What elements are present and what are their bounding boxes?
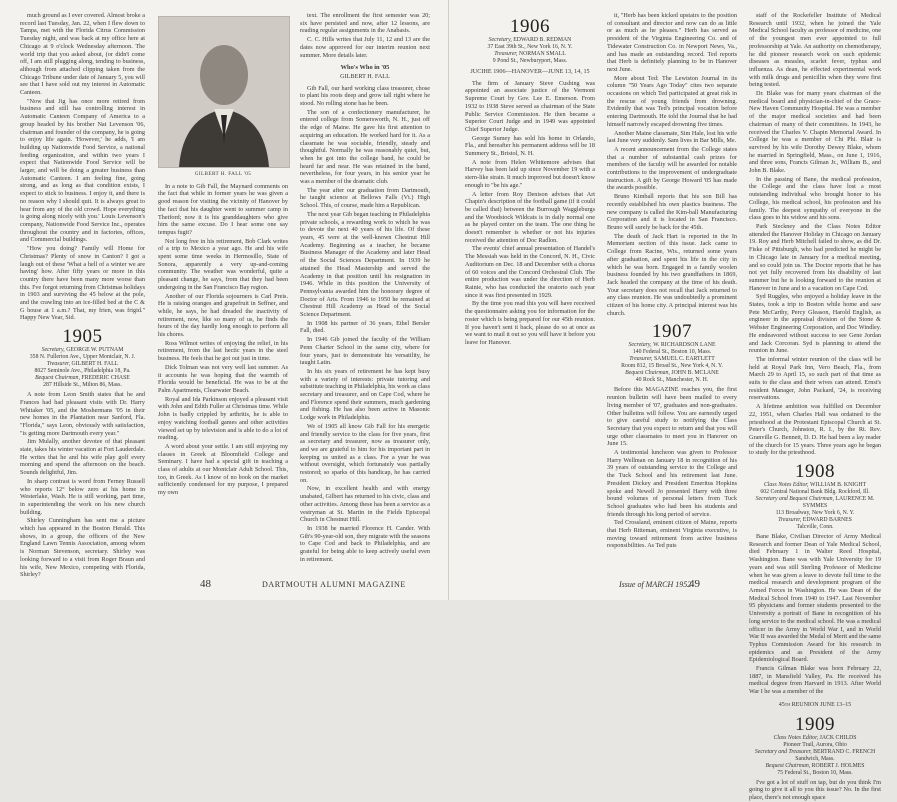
class-year-1909: 1909 — [795, 713, 835, 735]
left-footer-title: DARTMOUTH ALUMNI MAGAZINE — [262, 580, 406, 589]
paragraph: text. The enrollment the first semester was 20; six have persisted and now, after 12 lessons, are reading regular assignments in the Anabasis. — [300, 12, 430, 35]
class-year-1908: 1908 — [795, 461, 835, 483]
portrait-image — [159, 17, 289, 167]
paragraph: "Now that Jig has once more retired from business and still has controlling interest in Automatic Canteen Company of America to a group headed by his brother Nat Levenson '06, chairman and founder of the company, he is going to enjoy life again. 'However,' he adds, 'I am building up Nationwide Food Service, a national feeding organization, and within two years I expect that Nationwide Food Service will be larger, and will be doing a greater business than Automatic Canteen. I am feeling fine, going strong, and as long as that condition exists, I expect to stick to business. I enjoy it, and there is no reason why I should quit. It is always great to hear from any of the old crowd. Hope everything is going along nicely with you.' Louis Levenson's company, Nationwide Food Service Inc., operates throughout the country and in factories, offices, and Commercial buildings. — [20, 97, 145, 244]
paragraph: Another of our Florida sojourners is Carl Preis. He is raising oranges and grapefruit in Seffner, and while, he says, he had dreaded the inactivity of retirement, now, like so many of us, he finds the hours of the day hardly long enough to perform all his chores. — [158, 292, 288, 339]
paragraph: In his six years of retirement he has kept busy with a variety of interests: private tutoring and substitute teaching in Philadelphia, his work as class secretary and treasurer, and on Cape Cod, where he and Florence spend their summers, much gardening and fishing. He has also been active in Masonic Lodge work in Philadelphia. — [300, 367, 430, 422]
paragraph: "How you doing? Family will Home for Christmas? Plenty of snow in Canton? I got a laugh out of these 'What a hell of a winter we are having' how. After fifty years or more in this country there have been many more worse than this. I've forgot returning from Christmas holidays in 1903 and surviving the 45 below at the pole, and the crawling into an ice-filled bed at the C & G house at 1 a.m.? That, my frien, was frigid." Happy New Year, Sid. — [20, 245, 145, 322]
paragraph: I've got a lot of stuff on tap, but do you think I'm going to give it all to you this issue? No. In the first place, there's not enough space — [749, 778, 881, 801]
paragraph: The events' chief annual presentation of Handel's The Messiah was held in the Concord, N. H., Civic Auditorium on Dec. 18 and December with a chorus of 60 voices and the Concord Orchestral Club. The entire production was under the direction of Herb Rainie, who has conducted the oratorio each year since it was first presented in 1929. — [465, 245, 595, 299]
class-1907-header — [607, 322, 737, 384]
left-column-2 — [158, 12, 288, 586]
portrait-photo — [158, 16, 290, 168]
treasurer-line: Treasurer, NORMAN SMALL 9 Pond St., Newburyport, Mass. — [492, 51, 568, 64]
paragraph: The informal winter reunion of the class will be held at Royal Park Inn, Vero Beach, Fla., from March 29 to April 15, so such part of that time as suits to the class and their wives can attend. Ernst's resident Manager, John Packard, '24, is receiving reservations. — [749, 355, 881, 402]
bequest-line: Bequest Chairman, FREDERIC CHASE 287 Hillside St., Milton 86, Mass. — [35, 375, 130, 389]
paragraph: Jim Mulally, another devotee of that pleasant state, takes his winter vacation at Fort Lauderdale. He writes that he and his wife play golf every morning and spend the afternoon on the beach. Sounds delightful, Jim. — [20, 438, 145, 477]
paragraph: Bruno Kimball reports that his son Bill has recently established his own plastics business. The new company is called the Kim-ball Manufacturing Corporation and it is located in San Francisco. Bruno will surely be back for the 45th. — [607, 193, 737, 231]
paragraph: Ross Wilmot writes of enjoying the relief, in his retirement, from the last hectic years in the steel business. He feels that he got out just in time. — [158, 339, 288, 363]
paragraph: In 1946 Gib joined the faculty of the William Penn Charter School in the same city, where for four years, just to demonstrate his versatility, he taught Latin. — [300, 336, 430, 367]
paragraph: In a note to Gib Fall, the Maynard comments on the fact that while in former years he was given a good reason for visiting the vicinity of Hanover by the fact that his daughter went to summer camp in Thetford; now it is his granddaughters who give him the same excuse. Do I hear some one say tempus fugit? — [158, 182, 288, 236]
secretary-line: Secretary and Treasurer, BERTRAND C. FRENCH Sandwich, Mass. — [754, 748, 876, 762]
secretary-line: Secretary and Bequest Chairman, LAURENCE M. SYMMES 113 Broadway, New York 6, N. Y. — [755, 496, 875, 517]
whos-who-name: GILBERT H. FALL — [340, 72, 390, 80]
secretary-line: Secretary, GEORGE W. PUTNAM 358 N. Fullerton Ave., Upper Montclair, N. J. — [29, 347, 136, 361]
paragraph: More about Ted: The Lewiston Journal in its column "50 Years Ago Today" cites two separate occasions on which Ted participated at great risk in the rescue of young friends from drowning. Evidently that was Ted's principal vocation before entering Dartmouth. He told the Journal that he had himself narrowly escaped drowning five times. — [607, 74, 737, 128]
right-column-3 — [749, 12, 881, 801]
treasurer-line: Treasurer, EDWARD BARNES Talcville, Conn. — [778, 517, 852, 531]
paragraph: A note from Helen Whittemore advises that Harvey has been laid up since November 19 with a stern-like strain. It much improved but doesn't know enough to "be his age." — [465, 158, 595, 189]
paragraph: George Sumey has sold his home in Orlando, Fla., and hereafter his permanent address will be 18 Summery St., Bristol, N. H. — [465, 134, 595, 158]
secretary-line: Secretary, W. RICHARDSON LANE 140 Federal St., Boston 10, Mass. — [628, 342, 716, 356]
bequest-line: Bequest Chairman, JOHN B. MCLANE 40 Rock St., Manchester, N. H. — [625, 370, 719, 384]
notes-editor-line: Class Notes Editor, WILLIAM B. KNIGHT 602 Central National Bank Bldg. Rockford, Ill. — [760, 482, 870, 496]
notes-editor-line: Class Notes Editor, JACK CHILDS Pioneer Trail, Aurora, Ohio — [773, 734, 857, 748]
class-1906-header — [465, 17, 595, 65]
class-year-1907: 1907 — [652, 321, 692, 343]
paragraph: We of 1905 all know Gib Fall for his energetic and friendly service to the class for five years, first as secretary and treasurer, now as treasurer only, and we are grateful to him for his important part in keeping us united as a class. For a year he was without oversight, which fortunately was partially restored; so sparks of this handicap, he has carried on. — [300, 422, 430, 484]
paragraph: Gib Fall, our hard working class treasurer, chose to plant his roots deep and grow tall right where he stood. No rolling stone has he been. — [300, 84, 430, 108]
paragraph: The firm of January Steve Cushing was appointed an associate justice of the Vermont Supreme Court by Gov. Lee E. Emerson. From 1932 to 1938 Steve served as chairman of the State Public Service Commission. He then became a Superior Court Judge and in 1949 was appointed Chief Superior Judge. — [465, 79, 595, 133]
class-year-1906: 1906 — [510, 16, 550, 37]
right-column-2 — [607, 12, 737, 586]
reunion-1909-line: 45th REUNION JUNE 13–15 — [778, 701, 852, 708]
paragraph: The next year Gib began teaching in Philadelphia private schools, a rewarding work to which he was to devote the next 40 years of his life. Of these years, 45 were at the well-known Chestnut Hill Academy. Beginning as a teacher, he became Business Manager of the Academy and later Head of the Social Sciences Department. In 1939 he attained the Head Mastership and served the Academy in that position until his resignation in 1946. While in this position the University of Pennsylvania awarded him the honorary degree of Doctor of Arts. From 1946 to 1950 he remained at Chestnut Hill Academy as Head of the Social Science Department. — [300, 210, 430, 319]
paragraph: it, "Herb has been kicked upstairs to the position of consultant and director and now can do as little or as much as he pleases." Herb has served as president of the Virginia Engineering Co. and of Tidewater Construction Co. in Newport News, Va., and has made an outstanding record. Ted reports that Herb is definitely planning to be in Hanover next June. — [607, 12, 737, 73]
left-page — [0, 0, 448, 600]
paragraph: In 1938 he married Florence H. Cander. With Gib's 90-year-old son, they migrate with the seasons to Cape Cod and back to Philadelphia, and are grateful for being able to keep actively useful even in retirement. — [300, 525, 430, 563]
paragraph: Now, in excellent health and with energy unabated, Gilbert has returned to his civic, class and other activities. Among these has been a service as a vestryman at St. Martin in the Fields Episcopal Church in Chestnut Hill. — [300, 485, 430, 524]
paragraph: staff of the Rockefeller Institute of Medical Research until 1932, when he joined the Yale Medical School faculty as professor of medicine, one of the youngest men ever appointed to full professorship at Yale. An authority on chemotherapy, he did pioneer research work on such epidemic diseases as measles, scarlet fever, typhus and influenza. As dean, he effected experimental work with milk drugs and penicillin when they were first being tested. — [749, 12, 881, 89]
paragraph: A note from Leon Smith states that he and Frances had had pleasant visits with Dr. Harry Whitaker '05, and the Moshermans '05 in their new homes in the Plantation near Sanford, Fla. "Florida," says Leon, obviously with satisfaction, "is getting more Dartmouth every year." — [20, 391, 145, 437]
left-column-3 — [300, 12, 430, 586]
left-column-1 — [20, 12, 145, 586]
class-1908-header — [749, 462, 881, 531]
class-1909-header — [749, 715, 881, 777]
paragraph: Royal and Ida Parkinson enjoyed a pleasant visit with John and Edith Fuller at Christmas time. While John is badly crippled by arthritis, he is able to enjoy watching football games and other activities viewed set up by television and is able to do a lot of reading. — [158, 395, 288, 442]
right-footer-title: Issue of MARCH 1952 — [619, 580, 692, 589]
paragraph: Syd Ruggles, who enjoyed a holiday leave in the States, took a trip to Boston while home and saw Pete McCarthy, Percy Gleason, Harold English, as engineer in the appraisal division of the Stone & Webster Engineering Corporation, and Doc Windley. He endeavored without success to see Gene Jordan and Jack Corcoran. Syd is planning to attend the reunion in June. — [749, 293, 881, 355]
paragraph: A lifetime ambition was fulfilled on December 22, 1951, when Charles Hall was ordained to the priesthood at the Protestant Episcopal Church at St. Peter's Church, Johnston, R. I., by the Rt. Rev. Granville G. Bennett, D. D. He had been a lay reader of the church for 15 years. Three years ago he began to study for the priesthood. — [749, 403, 881, 457]
reunion-1906-line: JUCIHE 1906—HANOVER—JUNE 13, 14, 15 — [470, 68, 590, 75]
secretary-line: Secretary, EDWARD B. REDMAN 37 East 39th St., New York 16, N. Y. — [487, 37, 573, 50]
paragraph: Not long free in his retirement, Bob Clark writes of a trip to Mexico a year ago. He and his wife spent some time weeks in Hermosillo, State of Sonora, apparently a very up-and-coming community. The weather was wonderful, quite a pleasant change, he says, from that they had been undergoing in the San Francisco Bay region. — [158, 237, 288, 291]
paragraph: Another Maine classmate, Sim Hale, lost his wife last June very suddenly. Sam lives in Bar Mills, Me. — [607, 129, 737, 145]
paragraph: The year after our graduation from Dartmouth, he taught science at Bellows Falls (Vt.) High School. This, of course, made him a Republican. — [300, 186, 430, 210]
paragraph: The death of Jack Hart is reported in the In Memoriam section of this issue. Jack came to College from Racine, Wis., returned some years after graduation, and spent his life in the city in which he was born. Engaged in a family woolen business founded by his two grandfathers in 1869, Jack headed the company at the time of his death. Your secretary does not recall that Jack returned to any class reunion. He was undoubtedly a prominent citizen of his home city. A principal interest was his church. — [607, 232, 737, 317]
paragraph: much ground as I ever covered. Almost broke a record last Tuesday, Jan. 22, when I flew down to Tampa, met with the Florida Citrus Commission Tuesday night, and was back at my office here at Chicago at 9 o'clock Wednesday afternoon. The world trip that you asked about, (or didn't come off, I am still plugging along, tending to business, although from attached clipping taken from the Chicago Tribune under date of January 5, you will see that I have sold out my interest in Automatic Canteen. — [20, 12, 145, 97]
paragraph: In sharp contrast is word from Ferney Russell who reports 12° below zero at his home in Westerlake, Wash. He is still working, part time, in superintending the work on his new church building. — [20, 477, 145, 516]
class-1905-header — [20, 327, 145, 389]
paragraph: The son of a confectionery manufacturer, he entered college from Somersworth, N. H., just off the edge of Maine. He gave his first attention to acquiring an education. He worked hard for it. As a classmate he was sociable, friendly, steady and thoughtful. Normally he was reasonably quiet, but, when he got into the college band, he could be heard far and near. He was retained in the band, nevertheless, for four years, in his senior year he was a member of the dramatic club. — [300, 108, 430, 186]
paragraph: Dr. Blake was for many years chairman of the medical board and physician-in-chief of the Grace-New Haven Community Hospital. He was a member of the major medical societies and had been chairman of many of their committees. In 1943, he received the Charles V. Chapin Memorial Award. In College he was a member of Chi Phi. Blair is survived by his wife Dorothy Dewey Blake, whom he married in Springfield, Mass., on June 1, 1916, and three sons, Francis Gilman Jr., William B., and John B. Blake. — [749, 90, 881, 175]
paragraph: A word about your settle. I am still enjoying my classes in Greek at Bloomfield College and Seminary. I have had a special gift in teaching a class of adults at our Montclair Adult School. This, too, in Greek. As I know of no book on the market sufficiently condensed for my purpose, I prepared my own — [158, 442, 288, 497]
whos-who-title: Who's Who in '05 — [340, 64, 390, 72]
paragraph: Before this MAGAZINE reaches you, the first reunion bulletin will have been mailed to every living member of '07, graduates and non-graduates. Other bulletins will follow. You are earnestly urged to give careful study to notifying the Class Secretary that you expect to return and that you will urge other classmates to meet you in Hanover on June 15. — [607, 386, 737, 448]
treasurer-line: Treasurer, GILBERT H. FALL 8027 Seminole Ave., Philadelphia 18, Pa. — [34, 361, 131, 375]
left-page-number: 48 — [200, 578, 211, 590]
bequest-line: Bequest Chairman, ROBERT J. HOLMES 75 Federal St., Boston 10, Mass. — [765, 762, 865, 776]
paragraph: Francis Gilman Blake was born February 22, 1887, in Mansfield Valley, Pa. He received his medical degree from Harvard in 1913. After World War I he was a member of the — [749, 665, 881, 696]
paragraph: By the time you read this you will have received the questionnaire asking you for information for the roster which is being prepared for our 45th reunion. If you haven't sent it back, please do so at once as we want to mail it out so you will have it before you leave for Hanover. — [465, 300, 595, 346]
paragraph: Park Steckney and the Class Notes Editor attended the Hanover Holiday in Chicago on January 19. Roy and Herb Mitchell failed to show, as did Dr. Fiske of Pittsburgh, who had predicted he might be in Chicago late in January for a medical meeting, and so could join us. The Doctor reports that he has not yet fully recovered from his disability of last summer but he is looking forward to the reunion at Hanover in June and to a vacation on Cape Cod. — [749, 222, 881, 292]
paragraph: A letter from Roy Denison advises that Art Chapin's description of the football game (if it could be called that) between the Burrough Waggleburgs and the Woodstock Wildcats is in daily normal one as he played center on the team. The one thing he doesn't remember is whether or not his injuries received the attention of Doc Radlon. — [465, 190, 595, 244]
class-year-1905: 1905 — [62, 326, 103, 348]
paragraph: Shirley Cunningham has sent me a picture which has appeared in the Boston Herald. This shows, in a group, the officers of the New England Lawn Tennis Association, among whom is Norman Stevenson, secretary. Shirley was looking forward to a visit from Roger Braun and his wife, New Mexico, competing with Florida, Shirley? — [20, 517, 145, 579]
paragraph: Bane Blake, Civilian Director of Army Medical Research and former Dean of Yale Medical School, died February 1 in Walter Reed Hospital, Washington. Bane was with Yale University for 19 years and was still Sterling Professor of Medicine when he was given a leave to devote full time to the medical research and development program of the Armed Forces in Washington. He was Dean of the Medical School from 1940 to 1947. Last November 95 physicians and former students presented to the University a portrait of Bane in recognition of his long service to the medical school. He was a medical officer in the Army in World War I, and in World War II was awarded the Medal of Merit and the same Typhus Commission Award for his research in epidemics and as President of the Army Epidemiological Board. — [749, 533, 881, 664]
paragraph: A recent announcement from the College states that a number of substantial cash prizes for members of the faculty will be awarded for notable contributions to the improvement of undergraduate instruction. A gift by George Howard '05 has made the awards possible. — [607, 145, 737, 192]
right-page — [448, 0, 897, 801]
paragraph: Dick Tolman was not very well last summer. As it accounts he was hoping that the warmth of Florida would be beneficial. He was to be at the Palm Apartments, Clearwater Beach. — [158, 363, 288, 394]
paragraph: Ted Crossland, eminent citizen of Maine, reports that Herb Ritteman, eminent Virginia executive, is moving toward retirement from active business responsibilities. As Ted puts — [607, 519, 737, 550]
treasurer-line: Treasurer, SAMUEL C. EARTLETT Room 812, 15 Broad St., New York 4, N. Y. — [621, 356, 723, 370]
paragraph: In the passing of Bane, the medical profession, the College and the class have lost a most outstanding individual who brought honor to his College, his medical school, his profession and his family. The deepest sympathy of everyone in the class goes to his widow and his sons. — [749, 175, 881, 222]
paragraph: In 1908 his partner of 36 years, Ethel Bersler Fall, died. — [300, 319, 430, 335]
paragraph: A testimonial luncheon was given to Professor Harry Wellman on January 18 in recognition of his 39 years of outstanding service to the College and the Tuck School and his retirement last June. President Dickey and President Emeritus Hopkins spoke and Newell Jo presented Harry with three bound volumes of personal letters from Tuck School graduates who had been his students and friends through his long period of service. — [607, 449, 737, 518]
right-column-1 — [465, 12, 595, 586]
right-page-number: 49 — [689, 578, 700, 590]
photo-caption: GILBERT H. FALL '05 — [194, 171, 252, 177]
paragraph: C. C. Hills writes that July 11, 12 and 13 are the dates now approved for our interim reunion next summer. More details later. — [300, 36, 430, 59]
